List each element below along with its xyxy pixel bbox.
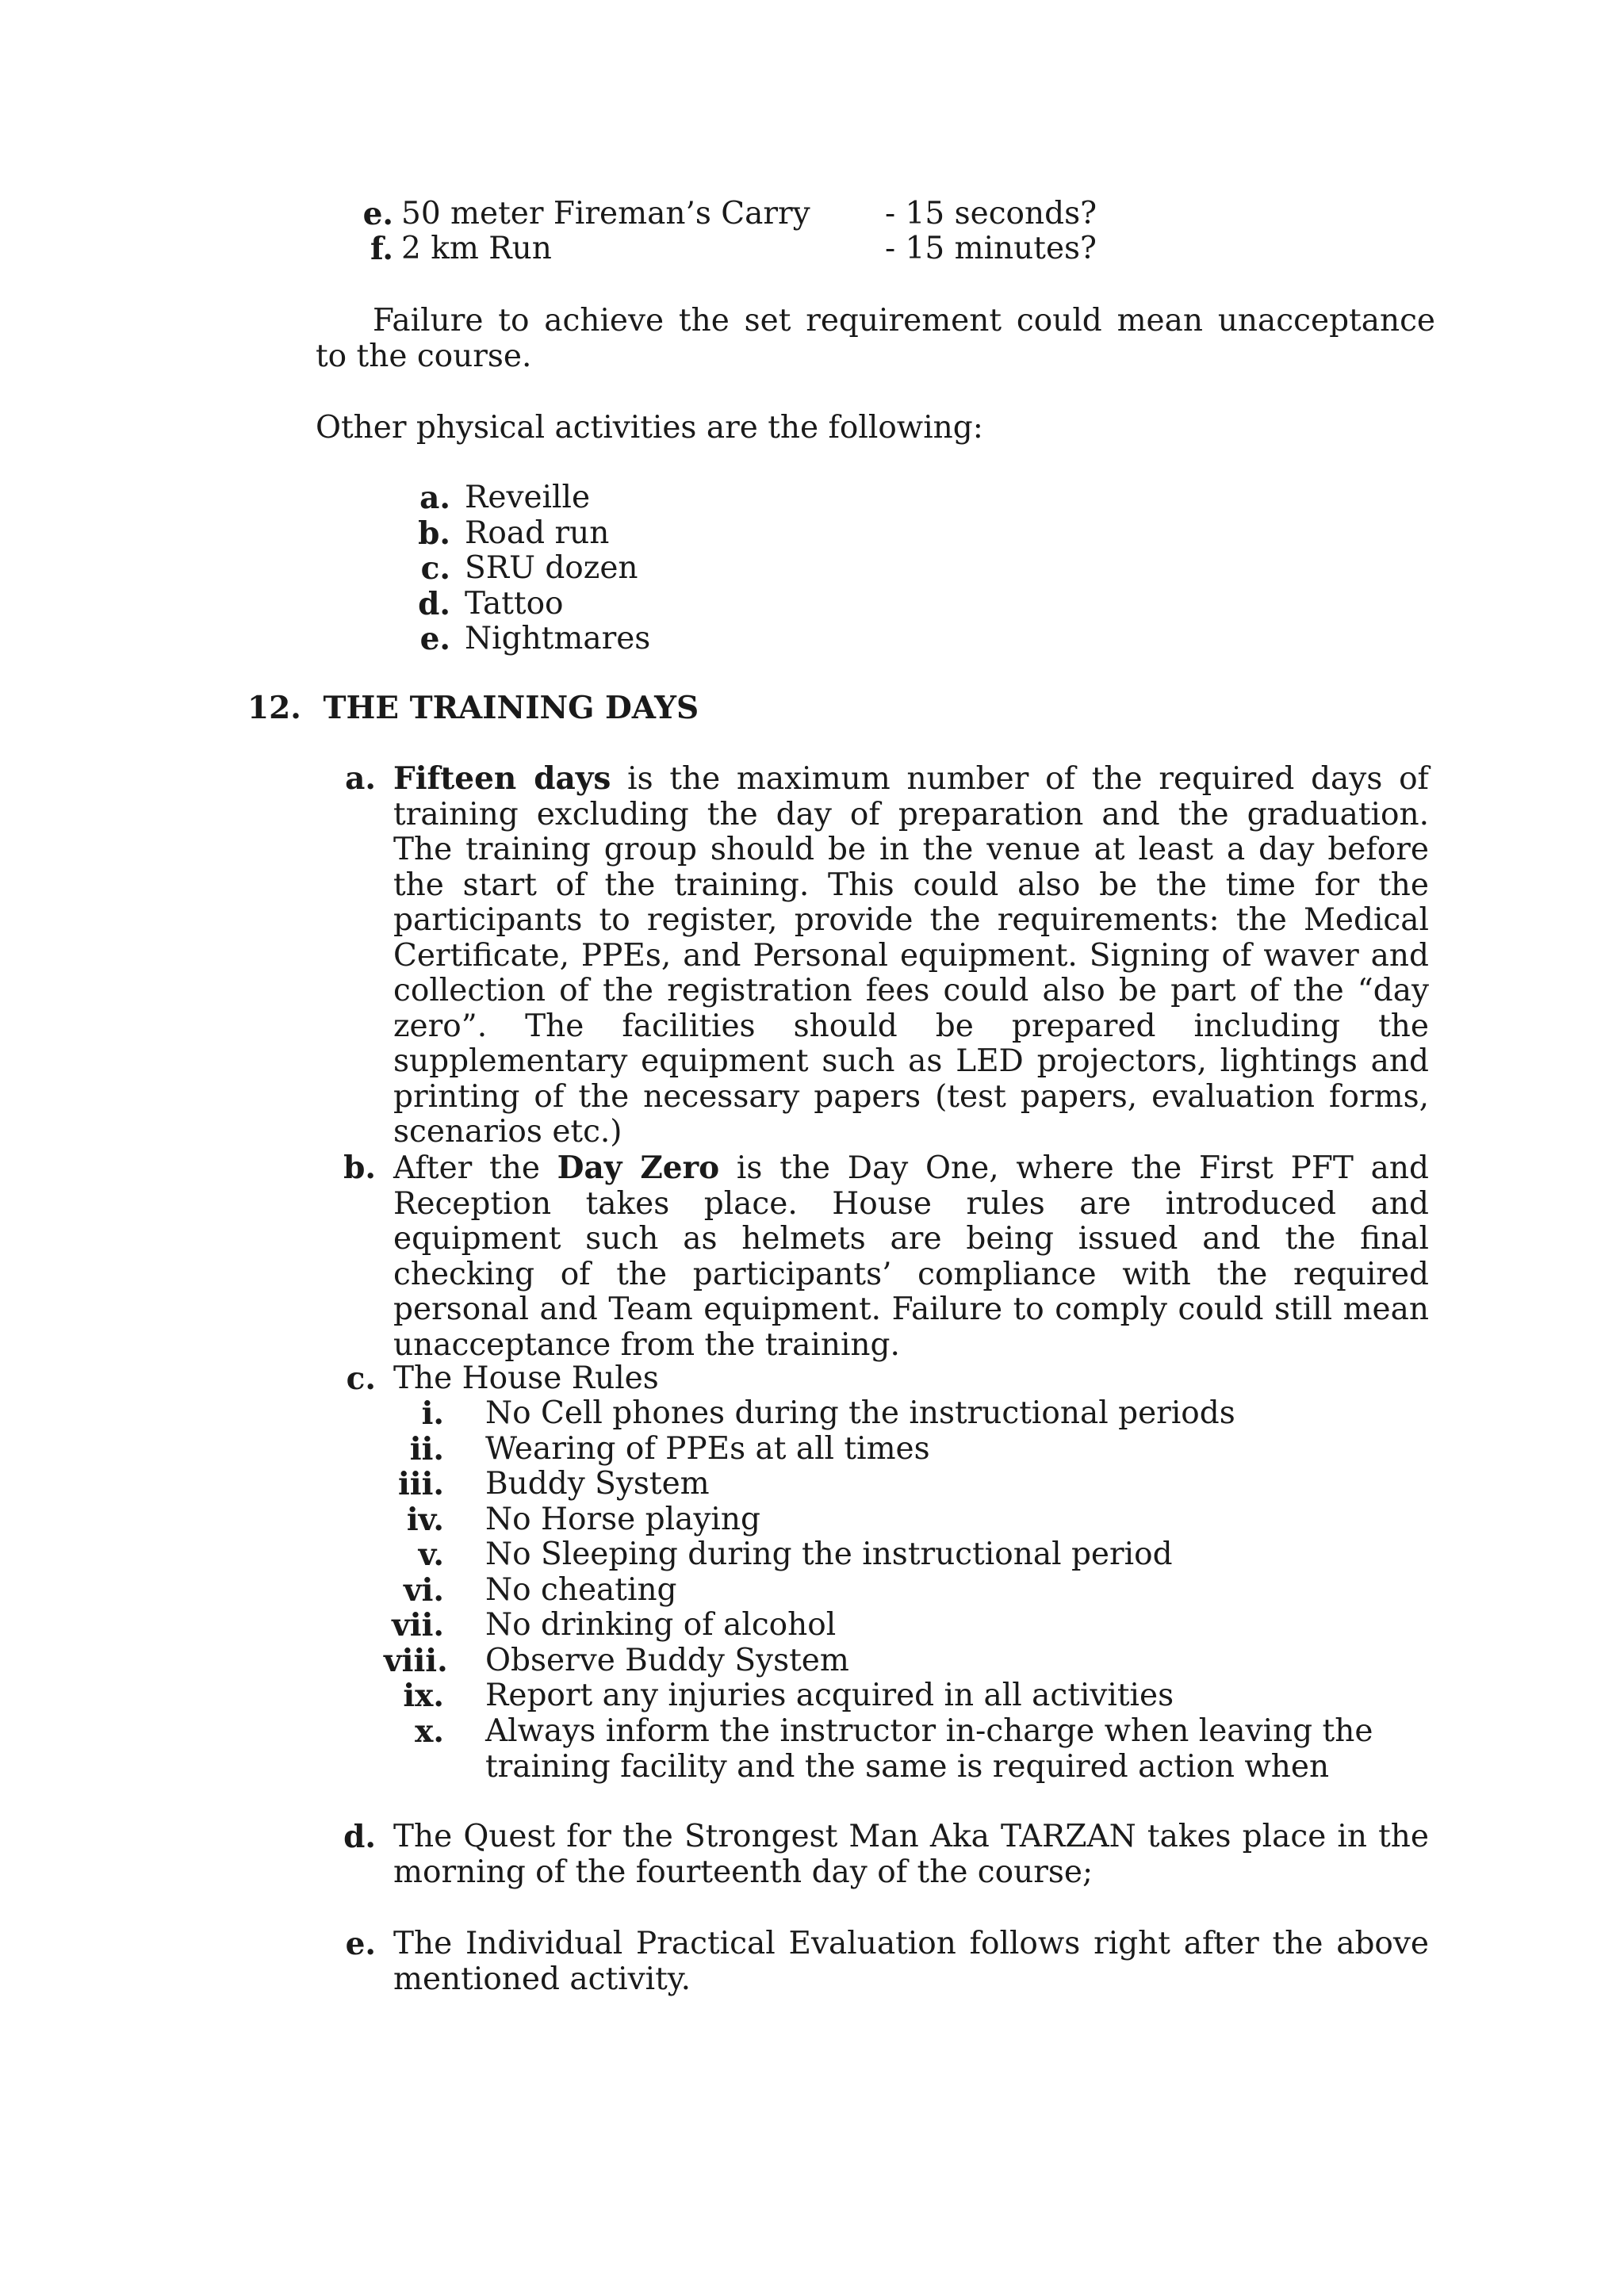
rule-text: Always inform the instructor in-charge when leaving the training facility and the same is required action when [485,1713,1373,1785]
rule-label: iv. [406,1502,444,1538]
rule-label: ix. [403,1678,444,1714]
rule-text: No Horse playing [485,1502,760,1537]
section-heading [247,691,699,726]
list-item [417,587,893,622]
rule-text: Buddy System [485,1466,710,1502]
rule-text: No cheating [485,1572,677,1608]
list-label: d. [418,586,450,622]
item-bold-phrase: Fifteen days [393,760,611,797]
rule-text: No drinking of alcohol [485,1607,837,1643]
list-label: a. [419,480,450,516]
requirement-row [360,197,1153,232]
rule-text: No Sleeping during the instructional period [485,1536,1173,1572]
list-text: Tattoo [465,586,564,622]
item-pre: After the [393,1150,557,1186]
requirement-value: - 15 seconds? [885,196,1097,232]
list-text: Nightmares [465,621,651,656]
rule-label: iii. [397,1466,444,1502]
rule-text: Observe Buddy System [485,1643,849,1678]
section-number: 12. [247,690,301,726]
rule-text: No Cell phones during the instructional periods [485,1395,1235,1431]
item-label: e. [345,1926,376,1962]
requirement-text: 50 meter Fireman’s Carry [401,196,810,232]
requirement-text: 2 km Run [401,231,552,266]
other-activities-intro: Other physical activities are the following: [316,410,983,446]
house-rule [384,1714,1438,1785]
item-label: a. [345,760,376,797]
list-item [417,551,893,587]
item-text [393,761,1429,1150]
requirement-value: - 15 minutes? [885,231,1097,266]
section-title: THE TRAINING DAYS [323,690,699,726]
list-text: Reveille [465,480,591,515]
failure-paragraph: Failure to achieve the set requirement could mean unacceptance to the course. [316,303,1435,374]
list-label: e. [419,621,450,657]
rule-label: viii. [384,1643,448,1679]
rule-text: Report any injuries acquired in all activities [485,1678,1174,1713]
requirement-label: f. [370,231,393,267]
list-label: b. [418,515,450,552]
item-body: is the maximum number of the required days of training excluding the day of preparation and the graduation. The training group should be in the venue at least a day before the start of the training. This could also be the time for the participants to register, provide the requirements: the Medical Certificate, PPEs, and Personal equipment. Signing of waver and collection of the registration fees could also be part of the “day zero”. The facilities should be prepared including the supplementary equipment such as LED projectors, lightings and printing of the necessary papers (test papers, evaluation forms, scenarios etc.) [393,761,1429,1150]
rule-label: vi. [403,1572,444,1609]
list-text: SRU dozen [465,550,638,586]
rule-label: i. [421,1395,444,1432]
list-item [417,516,893,552]
rule-label: v. [418,1536,444,1573]
item-label: b. [343,1150,376,1186]
rule-label: x. [415,1713,444,1750]
item-label: d. [343,1819,376,1855]
list-item [417,480,893,516]
rule-label: ii. [409,1431,444,1468]
item-text: The Individual Practical Evaluation follows right after the above mentioned activity. [393,1926,1429,1997]
item-label: c. [346,1360,376,1397]
item-bold-phrase: Day Zero [557,1150,720,1186]
requirement-label: e. [362,196,393,232]
rule-label: vii. [392,1607,444,1644]
item-text [393,1150,1429,1363]
list-text: Road run [465,515,610,551]
list-label: c. [420,550,450,587]
list-item [417,622,893,657]
item-text: The House Rules [393,1360,659,1396]
requirement-row [360,232,1153,267]
item-text: The Quest for the Strongest Man Aka TARZAN takes place in the morning of the fourteenth day of the course; [393,1819,1429,1890]
item-body: is the Day One, where the First PFT and Reception takes place. House rules are introduced and equipment such as helmets are being issued and the final checking of the participants’ compliance with the required personal and Team equipment. Failure to comply could still mean unacceptance from the training. [393,1150,1429,1363]
rule-text: Wearing of PPEs at all times [485,1431,930,1467]
